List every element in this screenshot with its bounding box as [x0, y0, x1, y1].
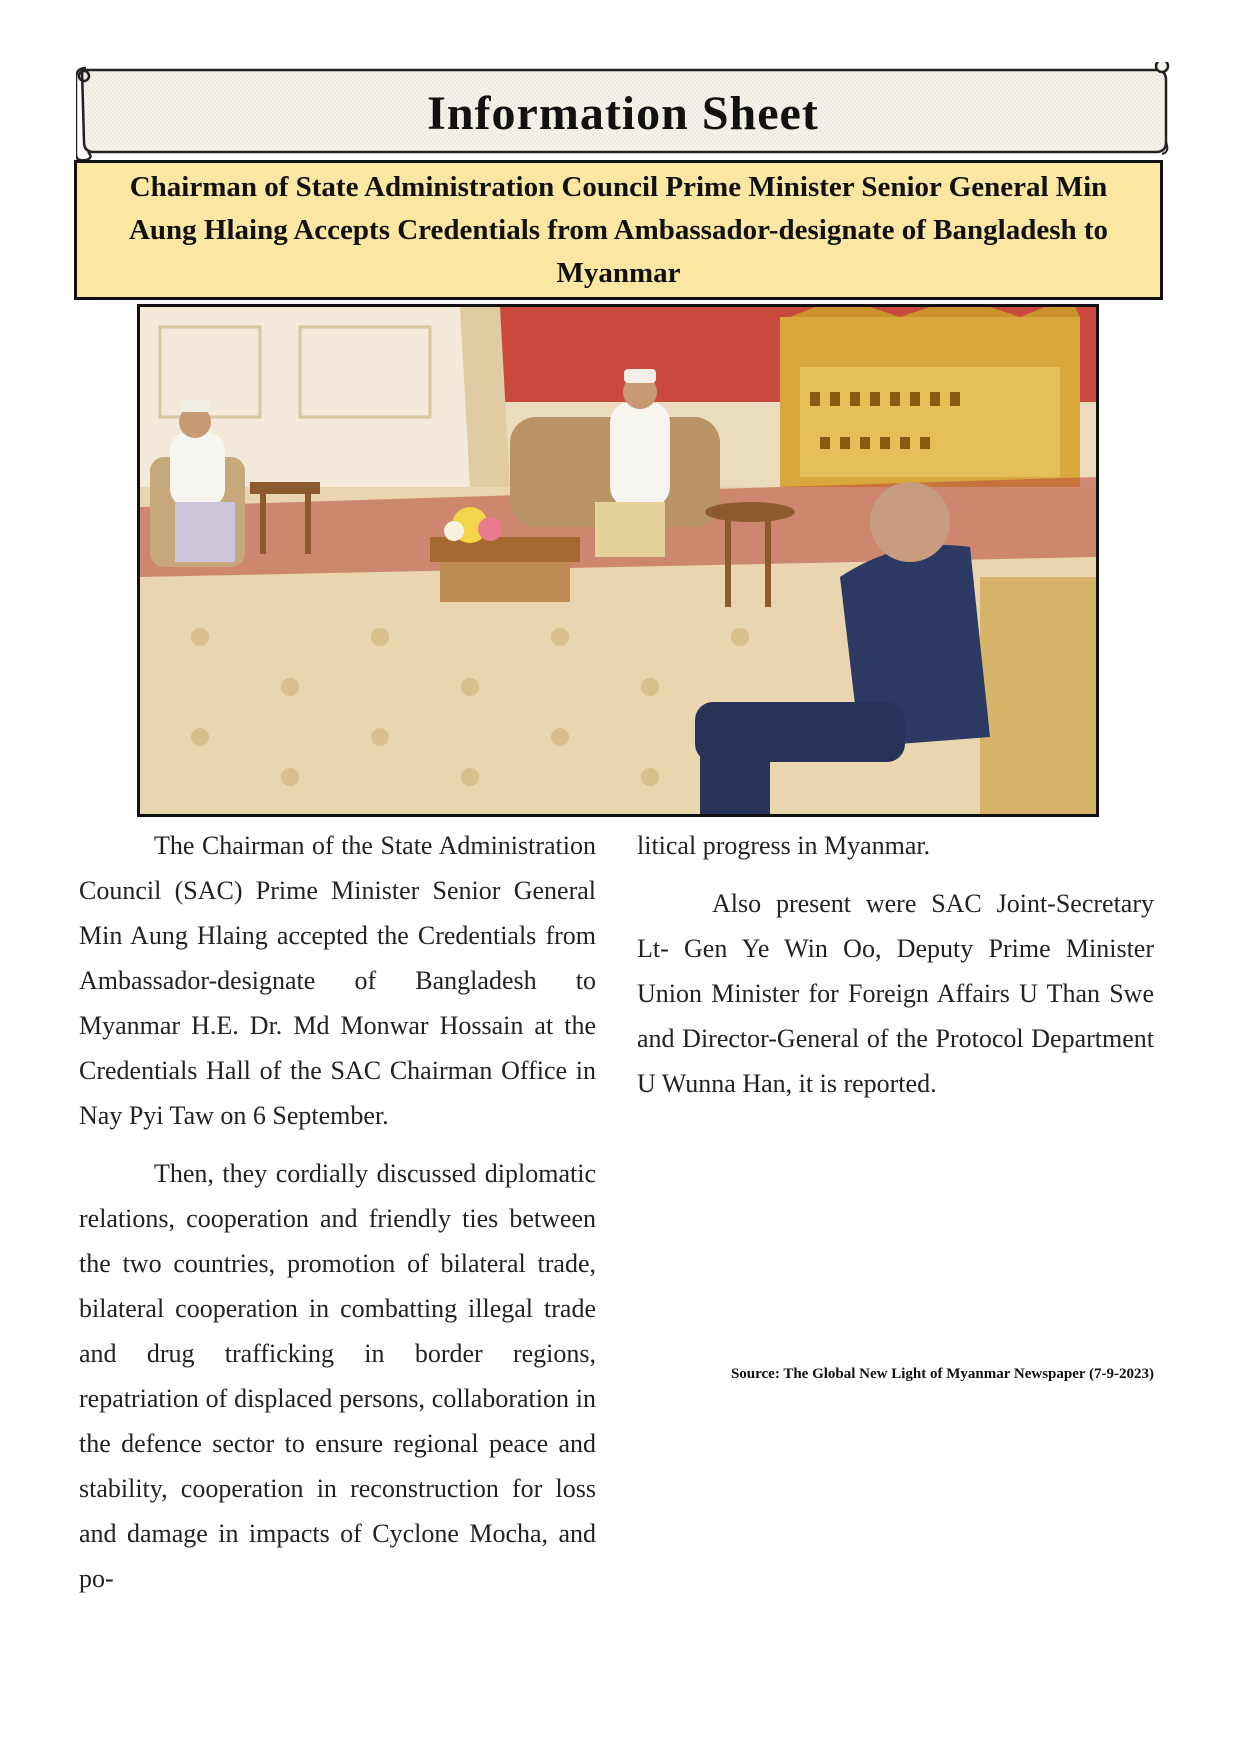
headline-text: Chairman of State Administration Council Prime Minister Senior General Min Aung Hlaing Accepts Credentials from Ambassador-designate of Bangladesh to Myanmar — [128, 170, 1109, 289]
headline-box — [74, 160, 1163, 300]
article-right-column — [637, 823, 1154, 1119]
article-left-column — [79, 823, 596, 1614]
source-citation: Source: The Global New Light of Myanmar Newspaper (7-9-2023) — [730, 1366, 1154, 1382]
paragraph-3: Also present were SAC Joint-Secretary Lt- Gen Ye Win Oo, Deputy Prime Minister Union Minister for Foreign Affairs U Than Swe and Director-General of the Protocol Department U Wunna Han, it is reported. — [637, 889, 1154, 1098]
page-title: Information Sheet — [427, 87, 819, 140]
news-photo — [137, 304, 1099, 817]
title-scroll-banner — [76, 62, 1170, 160]
paragraph-2: Then, they cordially discussed diplomatic relations, cooperation and friendly ties between the two countries, promotion of bilateral trade, bilateral cooperation in combatting illegal trade and drug trafficking in border regions, repatriation of displaced persons, collaboration in the defence sector to ensure regional peace and stability, cooperation in reconstruction for loss and damage in impacts of Cyclone Mocha, and po- — [79, 1159, 596, 1593]
paragraph-2-continued: litical progress in Myanmar. — [637, 831, 931, 860]
paragraph-1: The Chairman of the State Administration Council (SAC) Prime Minister Senior General Min Aung Hlaing accepted the Credentials from Ambassador-designate of Bangladesh to Myanmar H.E. Dr. Md Monwar Hossain at the Credentials Hall of the SAC Chairman Office in Nay Pyi Taw on 6 September. — [79, 831, 596, 1130]
photo-icon — [140, 307, 1096, 814]
